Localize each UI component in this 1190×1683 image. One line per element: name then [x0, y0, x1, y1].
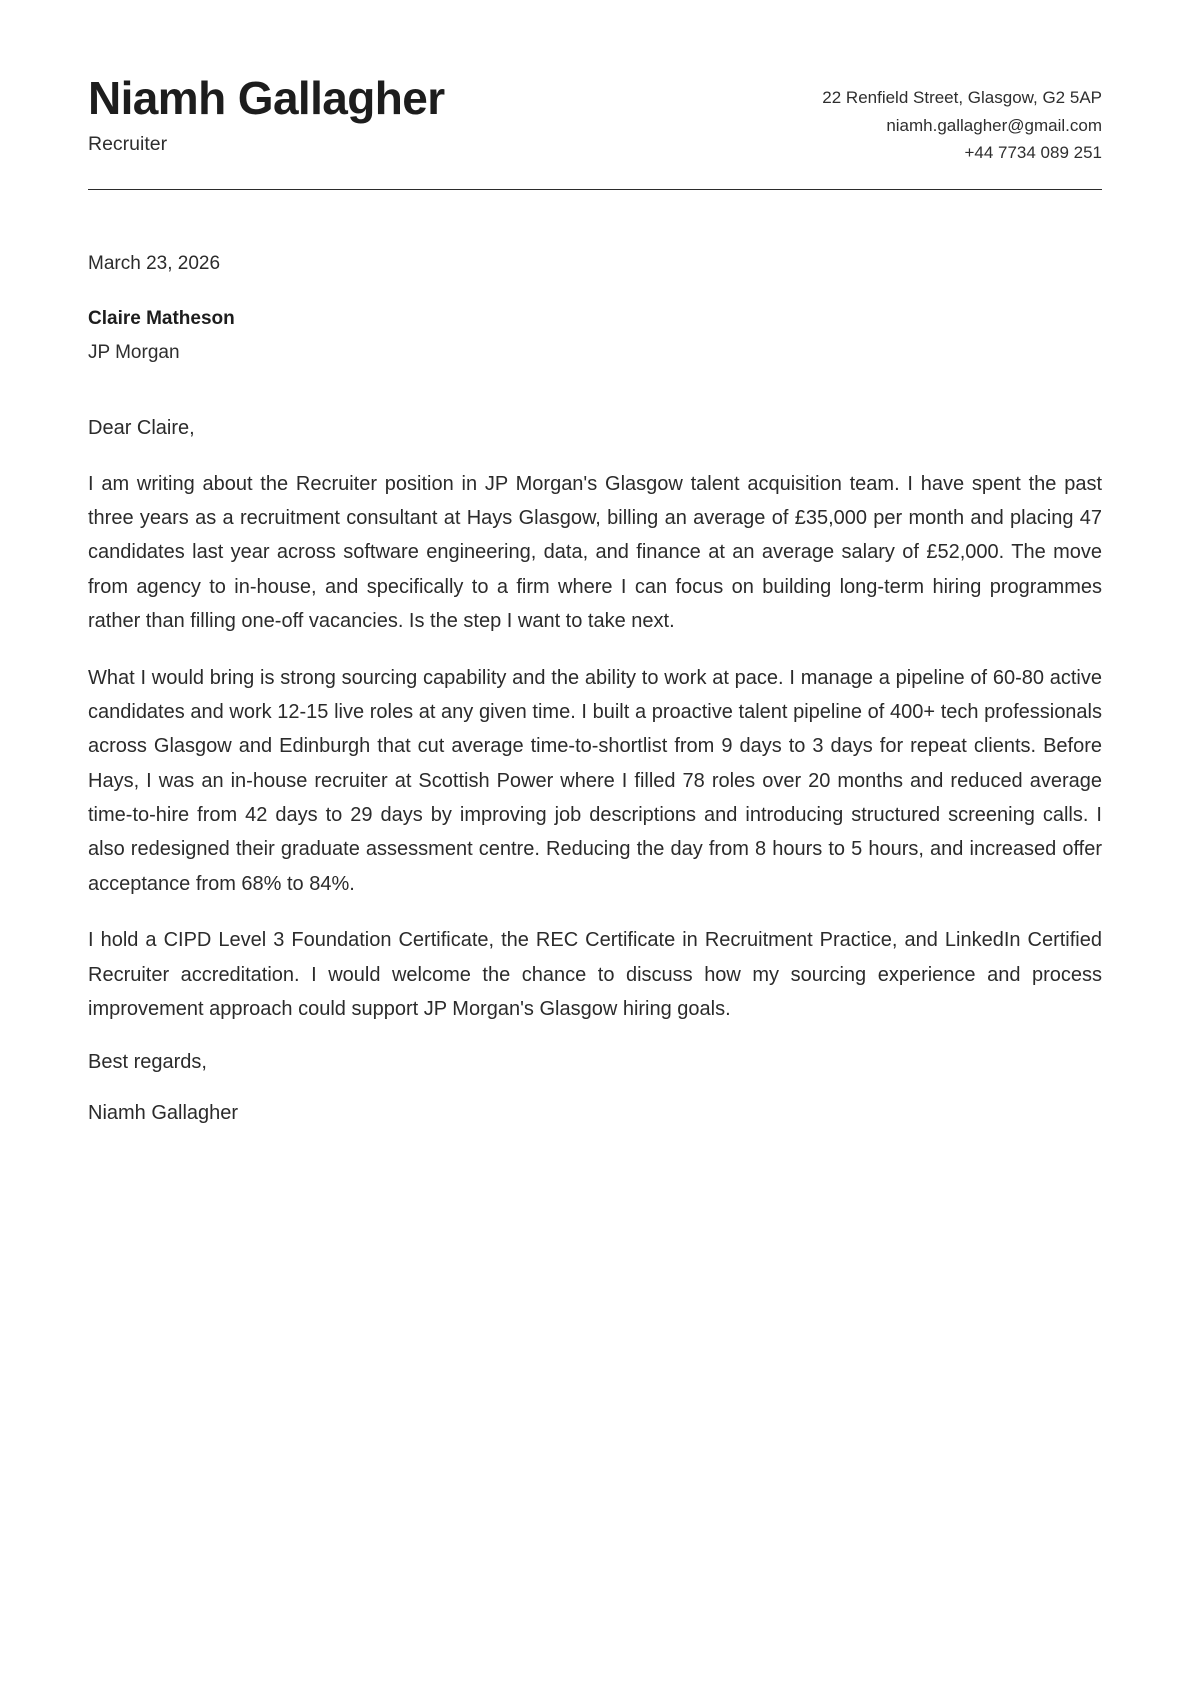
- contact-email[interactable]: niamh.gallagher@gmail.com: [886, 115, 1102, 135]
- body-paragraph-3: I hold a CIPD Level 3 Foundation Certificate, the REC Certificate in Recruitment Practice, and LinkedIn Certified Recruiter accreditation. I would welcome the chance to discuss how my sourcing experience and process improvement approach could support JP Morgan's Glasgow hiring goals.: [88, 929, 1102, 1021]
- contact-phone[interactable]: +44 7734 089 251: [964, 143, 1102, 163]
- identity-block: [88, 72, 445, 156]
- letter-date: March 23, 2026: [88, 252, 221, 274]
- contact-address: 22 Renfield Street, Glasgow, G2 5AP: [822, 88, 1102, 107]
- applicant-name: Niamh Gallagher: [88, 72, 445, 124]
- body-paragraph-1: I am writing about the Recruiter position in JP Morgan's Glasgow talent acquisition team. I have spent the past three years as a recruitment consultant at Hays Glasgow, billing an average of £35,000 per month and placing 47 candidates last year across software engineering, data, and finance at an average salary of £52,000. The move from agency to in-house, and specifically to a firm where I can focus on building long-term hiring programmes rather than filling one-off vacancies. Is the step I want to take next.: [88, 472, 1102, 633]
- salutation: Dear Claire,: [88, 416, 195, 439]
- applicant-job-title: Recruiter: [88, 132, 168, 155]
- recipient-name: Claire Matheson: [88, 308, 235, 330]
- body-paragraph-2: What I would bring is strong sourcing capability and the ability to work at pace. I manage a pipeline of 60-80 active candidates and work 12-15 live roles at any given time. I built a proactive talent pipeline of 400+ tech professionals across Glasgow and Edinburgh that cut average time-to-shortlist from 9 days to 3 days for repeat clients. Before Hays, I was an in-house recruiter at Scottish Power where I filled 78 roles over 20 months and reduced average time-to-hire from 42 days to 29 days by improving job descriptions and introducing structured screening calls. I also redesigned their graduate assessment centre. Reducing the day from 8 hours to 5 hours, and increased offer acceptance from 68% to 84%.: [88, 666, 1102, 895]
- letter-meta: [88, 252, 1102, 366]
- letter-body: [88, 414, 1102, 1129]
- letter-header: [88, 72, 1102, 190]
- signature-name: Niamh Gallagher: [88, 1102, 239, 1125]
- closing-line: Best regards,: [88, 1051, 207, 1074]
- contact-block: [822, 72, 1102, 167]
- recipient-company: JP Morgan: [88, 341, 180, 363]
